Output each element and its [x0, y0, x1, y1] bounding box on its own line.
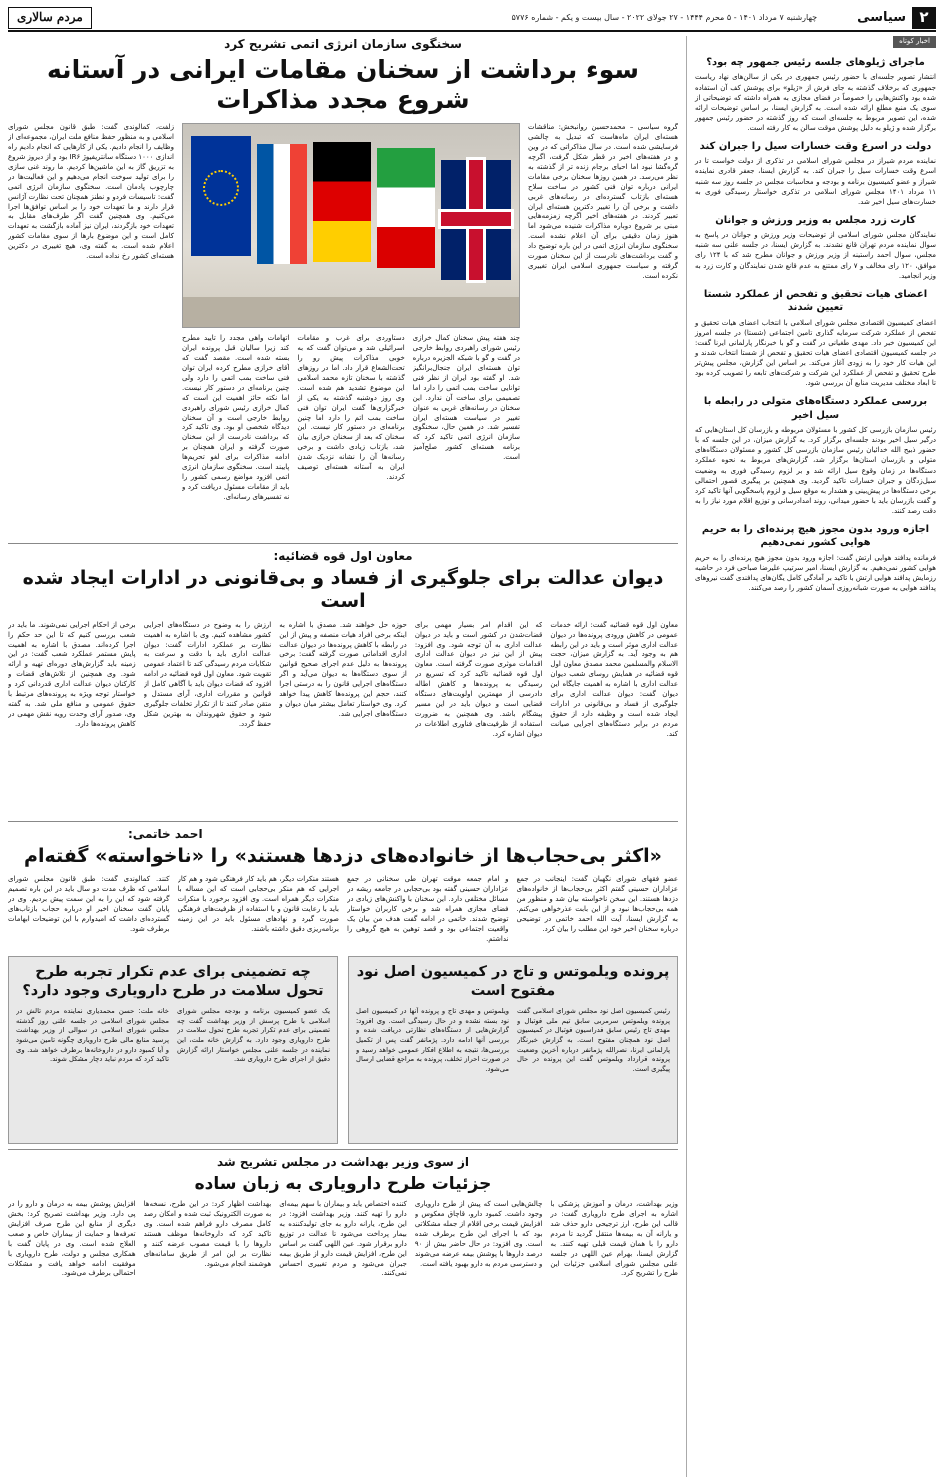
lead-center: [182, 123, 520, 538]
divider: [8, 821, 678, 822]
news-sidebar: [686, 36, 936, 1477]
side-story: [695, 288, 936, 389]
lead-sub-col: چند هفته پیش سخنان کمال خرازی رئیس شورای راهبردی روابط خارجی در گفت و گو با شبکه الجزیره درباره توان هسته‌ای ایران جنجال‌برانگیز شد. او گفته بود ایران از نظر فنی توانایی ساخت بمب اتمی را دارد اما تصمیمی برای ساخت آن ندارد. این سخنان در رسانه‌های غربی به عنوان تغییر در سیاست هسته‌ای ایران تفسیر شد. در همین حال، سخنگوی سازمان انرژی اتمی تاکید کرد که برنامه هسته‌ای کشور صلح‌آمیز است.: [412, 334, 520, 462]
text-column: یک عضو کمیسیون برنامه و بودجه مجلس شورای اسلامی با طرح پرسش از وزیر بهداشت گفت چه تضمینی برای عدم تکرار تجربه طرح تحول سلامت در طرح دارویاری وجود دارد. به گزارش خانه ملت، این نماینده در جلسه علنی مجلس خواستار ارائه گزارش دقیق از اجرای طرح دارویاری شد.: [177, 1007, 330, 1064]
khatami-story: [8, 826, 678, 953]
lead-story: [8, 36, 678, 538]
text-column: برخی از احکام اجرایی نمی‌شوند. ما باید در شعب بررسی کنیم که تا این حد حکم را اجرا کرده‌اند. مصدق با اشاره به اهمیت پایش مستمر عملکرد شعب گفت: در این زمینه باید گزارش‌های دوره‌ای تهیه و ارائه شود. وی همچنین از تلاش‌های قضات و کارکنان دیوان عدالت اداری قدردانی کرد و خواستار توجه ویژه به پرونده‌های مرتبط با حقوق عمومی و منافع ملی شد. به گفته وی، صدور آرای وحدت رویه نقش مهمی در کاهش پرونده‌ها دارد.: [8, 620, 136, 729]
judiciary-headline: دیوان عدالت برای جلوگیری از فساد و بی‌قانونی در ادارات ایجاد شده است: [22, 567, 664, 612]
side-body: نماینده مردم شیراز در مجلس شورای اسلامی در تذکری از دولت خواست تا در اسرع وقت خسارات سیل را جبران کند. به گزارش ایسنا، جعفر قادری نماینده شیراز و عضو کمیسیون برنامه و بودجه و محاسبات مجلس در جلسه روز سه شنبه ۱۱ مرداد ۱۴۰۱ مجلس شورای اسلامی در تذکری خواستار رسیدگی فوری به خسارت‌های سیل اخیر شد.: [695, 157, 936, 206]
side-story: [695, 395, 936, 516]
text-column: افزایش پوشش بیمه به درمان و دارو را در پی دارد. وزیر بهداشت تصریح کرد: بخش دیگری از منابع این طرح صرف افزایش تعرفه‌ها و حمایت از بیماران خاص و صعب العلاج شده است. وی در پایان گفت با همکاری مجلس و دولت، طرح دارویاری با موفقیت ادامه خواهد یافت و مشکلات احتمالی برطرف می‌شود.: [8, 1199, 136, 1278]
side-story: [695, 523, 936, 593]
side-headline: کارت زرد مجلس به وزیر ورزش و جوانان: [715, 214, 916, 226]
photo-table: [183, 297, 519, 327]
side-headline: دولت در اسرع وقت خسارات سیل را جبران کند: [699, 140, 932, 152]
khatami-columns: [8, 875, 678, 952]
uk-flag-icon: [441, 160, 511, 280]
divider: [8, 1149, 678, 1150]
daruyari-headline: چه تضمینی برای عدم تکرار تجربه طرح تحول سلامت در طرح دارویاری وجود دارد؟: [22, 964, 324, 1000]
lead-col-left: زلفت، کمالوندی گفت: طبق قانون مجلس شورای اسلامی و به منظور حفظ منافع ملت ایران، مجموعه‌ای از وظایف را انجام دادیم. یکی از کارهایی که انجام دادیم راه اندازی ۱۰۰۰ دستگاه سانتریفیوژ IR۶ بود و از دیروز شروع به تزریق گاز به این ماشین‌ها کردیم. ما روند غنی سازی را برای تولید سوخت انجام می‌دهیم و این فعالیت‌ها در چارچوب پادمان است. سخنگوی سازمان انرژی اتمی گفت: تاسیسات فردو و نطنز همچنان تحت نظارت آژانس قرار دارند و ما تعهدات خود را بر اساس توافق‌ها اجرا می‌کنیم. وی همچنین گفت اگر طرف‌های مقابل به تعهدات خود بازگردند، ایران نیز آماده بازگشت به تعهدات کامل است و این موضوع بارها از سوی مقامات کشور اعلام شده است. به گفته وی، هیچ تغییری در دکترین هسته‌ای کشور رخ نداده است.: [8, 123, 174, 261]
section-name: سیاسی: [857, 9, 906, 25]
side-story: [695, 140, 936, 207]
text-column: رئیس کمیسیون اصل نود مجلس شورای اسلامی گفت پرونده ویلموتس سرمربی سابق تیم ملی فوتبال و مهدی تاج رئیس سابق فدراسیون فوتبال در کمیسیون اصل نود همچنان مفتوح است. به گزارش خبرنگار پارلمانی ایرنا، نصرالله پژمانفر درباره آخرین وضعیت پرونده قرارداد ویلموتس گفت این پرونده در حال پیگیری است.: [517, 1007, 670, 1074]
text-column: عضو فقهای شورای نگهبان گفت: اینجانب در جمع عزاداران حسینی گفتم اکثر بی‌حجاب‌ها از خانواده‌های دزدها هستند. این سخن ناخواسته بیان شد و منظور من همه بی‌حجاب‌ها نبود و از این بابت عذرخواهی می‌کنم. به گزارش ایسنا، آیت الله احمد خاتمی در توضیحی درباره سخنان اخیر خود این مطلب را بیان کرد.: [516, 875, 678, 934]
text-column: ارزش را به وضوح در دستگاه‌های اجرایی کشور مشاهده کنیم. وی با اشاره به اهمیت نظارت بر عملکرد ادارات گفت: دیوان عدالت اداری باید با دقت و سرعت به شکایات مردم رسیدگی کند تا اعتماد عمومی تقویت شود. معاون اول قوه قضائیه در ادامه افزود که قضات دیوان باید با آگاهی کامل از قوانین و مقررات اداری، آرای مستدل و متقن صادر کنند تا از تکرار تخلفات جلوگیری شود و حقوق شهروندان به بهترین شکل حفظ گردد.: [143, 620, 272, 729]
text-column: بهداشت اظهار کرد: در این طرح، نسخه‌ها به صورت الکترونیک ثبت شده و امکان رصد کامل مصرف دارو فراهم شده است. وی تاکید کرد که داروخانه‌ها موظف هستند داروها را با قیمت مصوب عرضه کنند و نظارت بر این امر از طریق سامانه‌های هوشمند انجام می‌شود.: [143, 1199, 272, 1268]
side-body: اعضای کمیسیون اقتصادی مجلس شورای اسلامی با انتخاب اعضای هیات تحقیق و تفحص از عملکرد شرکت سرمایه گذاری تامین اجتماعی (شستا) در جلسه امروز این کمیسیون خبر داد. مهدی طغیانی در گفت و گو با خبرنگار پارلمانی ایرنا گفت: در جلسه کمیسیون اقتصادی اعضای هیات تحقیق و تفحص از شستا انتخاب شدند و این هیات کار خود را به زودی آغاز می‌کند. بر اساس این گزارش، مجلس پیش‌تر طرح تحقیق و تفحص از عملکرد این شرکت و شرکت‌های تابعه را تصویب کرده بود تا ابعاد مختلف مدیریت منابع آن بررسی شود.: [695, 318, 936, 388]
side-body: انتشار تصویر جلسه‌ای با حضور رئیس جمهوری در یکی از سالن‌های نهاد ریاست جمهوری که برخلاف گذشته به جای فرش از «ژیلو» برای پوشش کف آن استفاده شده بود واکنش‌هایی را خصوصاً در فضای مجازی به همراه داشته که توضیحاتی از سوی یک منبع مطلع ارائه شده است. به گزارش ایسنا، بر اساس توضیحات ارائه شده، این تصویر مربوط به جلسه‌ای است که روز گذشته در حضور رئیس جمهور برگزار شده و ژیلو به دلیل پوشش موقت سالن به کار رفته است.: [695, 73, 936, 132]
side-body: فرمانده پدافند هوایی ارتش گفت: اجازه ورود بدون مجوز هیچ پرنده‌ای را به حریم هوایی کشور نمی‌دهیم. به گزارش ایسنا، امیر سرتیپ علیرضا صباحی فرد در حاشیه رزمایش پدافند هوایی ارتش با تاکید بر آمادگی کامل یگان‌های پدافندی گفت نیروهای پدافند هوایی به صورت شبانه‌روزی آسمان کشور را رصد می‌کنند.: [695, 553, 936, 593]
judiciary-kicker: معاون اول قوه قضائیه:: [273, 549, 413, 564]
iran-flag-icon: [377, 148, 435, 268]
main-content: [8, 36, 678, 1477]
text-column: کنند. کمالوندی گفت: طبق قانون مجلس شورای اسلامی که ظرف مدت دو سال باید در این باره تصمیم گرفته شود که این را به این سمت پیش بردیم. وی در پایان گفت سخنان اخیر او درباره حجاب بازتاب‌های گسترده‌ای داشت که امیدوارم با این توضیحات ابهامات برطرف شود.: [8, 875, 170, 934]
lead-kicker: سخنگوی سازمان انرژی اتمی تشریح کرد: [224, 37, 462, 51]
text-column: چالش‌هایی است که پیش از طرح دارویاری وجود داشت. کمبود دارو، قاچاق معکوس و افزایش قیمت برخی اقلام از جمله مشکلاتی بود که با اجرای این طرح برطرف شده است. وی افزود: در حال حاضر بیش از ۹۰ درصد داروها با پوشش بیمه عرضه می‌شوند و دسترسی مردم به دارو بهبود یافته است.: [414, 1199, 543, 1268]
text-column: وزیر بهداشت، درمان و آموزش پزشکی با اشاره به اجرای طرح دارویاری گفت: در قالب این طرح، ارز ترجیحی دارو حذف شد و یارانه آن به بیمه‌ها منتقل گردید تا مردم دارو را با همان قیمت قبلی تهیه کنند. به گزارش ایسنا، بهرام عین اللهی در جلسه علنی مجلس شورای اسلامی جزئیات این طرح را تشریح کرد.: [550, 1199, 678, 1278]
boxed-stories: [8, 956, 678, 1144]
judiciary-columns: [8, 621, 678, 816]
khatami-kicker: احمد خاتمی:: [128, 826, 203, 841]
text-column: هستند منکرات دیگر، هم باید کار فرهنگی شود و هم کار اجرایی که هم منکر بی‌حجابی است که این مساله با منکرات دیگر همراه است. وی افزود برخورد با منکرات باید با رعایت قانون و با استفاده از ظرفیت‌های فرهنگی صورت گیرد و نهادهای مسئول باید در این زمینه برنامه‌ریزی دقیق داشته باشند.: [177, 875, 339, 934]
health-kicker: از سوی وزیر بهداشت در مجلس تشریح شد: [217, 1155, 469, 1170]
wilmots-headline: پرونده ویلموتس و تاج در کمیسیون اصل نود مفتوح است: [356, 964, 670, 1000]
section-badge: [857, 7, 936, 29]
daruyari-columns: [16, 1007, 330, 1117]
side-headline: ماجرای ژیلوهای جلسه رئیس جمهور چه بود؟: [706, 56, 925, 68]
lead-story-body: [8, 123, 678, 538]
health-columns: [8, 1200, 678, 1370]
wilmots-columns: [356, 1007, 670, 1117]
lead-headline: سوء برداشت از سخنان مقامات ایرانی در آستانه شروع مجدد مذاکرات: [47, 55, 639, 115]
text-column: ویلموتس و مهدی تاج و پرونده آنها در کمیسیون اصل نود بسته نشده و در حال رسیدگی است. وی افزود: گزارش‌هایی از دستگاه‌های نظارتی دریافت شده و بررسی آنها ادامه دارد. پژمانفر گفت پس از تکمیل بررسی‌ها، نتیجه به اطلاع افکار عمومی خواهد رسید و در صورت احراز تخلف، پرونده به مراجع قضایی ارسال می‌شود.: [356, 1007, 509, 1074]
text-column: که این اقدام امر بسیار مهمی برای قضات‌شدن در کشور است و باید در دیوان عدالت اداری به آن توجه شود. وی افزود: پیش از این نیز در دیوان عدالت اداری اقدامات موثری صورت گرفته است. معاون اول قوه قضائیه تاکید کرد که تسریع در رسیدگی به پرونده‌ها و کاهش اطاله دادرسی از مهمترین اولویت‌های دستگاه قضایی است و دیوان باید در این مسیر پیشگام باشد. وی همچنین به ضرورت استفاده از ظرفیت‌های فناوری اطلاعات در دیوان اشاره کرد.: [414, 620, 543, 738]
page-number: ۲: [912, 7, 936, 29]
germany-flag-icon: [313, 142, 371, 262]
side-headline: اجازه ورود بدون مجوز هیچ پرنده‌ای را به حریم هوایی کشور نمی‌دهیم: [701, 523, 930, 549]
eu-flag-icon: [191, 136, 251, 256]
lead-sub-col: اتهامات واهی مجدد را تایید مطرح کند زیرا سالیان قبل پرونده ایران بسته شده است. مقصد گفت که آقای خرازی مطرح کرده ایران توان فنی ساخت بمب اتمی را دارد ولی چنین برنامه‌ای در دستور کار نیست. اما نکته حائز اهمیت این است که کمال خرازی رئیس شورای راهبردی روابط خارجی است و آن سخنان دیدگاه شخصی او بود. وی تاکید کرد که برداشت نادرست از این سخنان صورت گرفته و ایران همچنان بر ادامه مذاکرات برای لغو تحریم‌ها پایبند است. سخنگوی سازمان انرژی اتمی افزود مواضع رسمی کشور را باید از مقامات مسئول دریافت کرد و نه تفسیرهای رسانه‌ای.: [182, 334, 290, 502]
side-body: رئیس سازمان بازرسی کل کشور با مسئولان مربوطه و بازرسان کل استان‌هایی که درگیر سیل اخیر بودند جلسه‌ای برگزار کرد. به گزارش میزان، در این جلسه که با حضور ذبیح الله خدائیان رئیس سازمان بازرسی کل کشور و مسئولان دستگاه‌های متولی و بازرسان استان‌ها برگزار شد، گزارش‌های مربوط به نحوه عملکرد دستگاه‌ها در زمان وقوع سیل ارائه شد و بر لزوم رسیدگی فوری به وضعیت سیل‌زدگان و جبران خسارات تاکید گردید. وی همچنین بر پیگیری قصور احتمالی برخی دستگاه‌ها در پیش‌بینی و هشدار به موقع سیل و لزوم پاسخگویی آنها تاکید کرد و گفت بازرسان باید با حضور میدانی، روند امدادرسانی و توزیع اقلام مورد نیاز را به دقت رصد کنند.: [695, 426, 936, 515]
side-headline: بررسی عملکرد دستگاه‌های متولی در رابطه با سیل اخیر: [703, 396, 928, 421]
text-column: معاون اول قوه قضائیه گفت: ارائه خدمات عمومی در کاهش ورودی پرونده‌ها در دیوان عدالت اداری موثر است و باید در این رابطه هم به وجود آید. به گزارش میزان، حجت الاسلام والمسلمین محمد مصدق معاون اول قوه قضائیه در همایش روسای شعب دیوان عدالت اداری با اشاره به اهمیت جایگاه این دیوان گفت: دیوان عدالت اداری برای جلوگیری از فساد و بی‌قانونی در ادارات ایجاد شده است و وظیفه دارد از حقوق مردم در برابر دستگاه‌های اجرایی صیانت کند.: [550, 620, 678, 738]
page-layout: [8, 36, 936, 1477]
text-column: خانه ملت: حسن محمدیاری نماینده مردم تالش در مجلس شورای اسلامی در جلسه علنی روز گذشته مجلس شورای اسلامی در سوالی از وزیر بهداشت پرسید منابع مالی طرح دارویاری چگونه تامین می‌شود و آیا کمبود دارو در داروخانه‌ها برطرف خواهد شد. وی تاکید کرد که مردم نباید دچار مشکل شوند.: [16, 1007, 169, 1064]
text-column: کننده اختصاص یابد و بیماران با سهم بیمه‌ای دارو را تهیه کنند. وزیر بهداشت افزود: در این طرح، یارانه دارو به جای تولیدکننده به بیمار پرداخت می‌شود تا عدالت در توزیع دارو برقرار شود. عین اللهی گفت بر اساس این طرح، افزایش قیمت دارو از طریق بیمه جبران می‌شود و مردم تغییری احساس نمی‌کنند.: [279, 1199, 407, 1278]
daruyari-box: [8, 956, 338, 1144]
judiciary-story: [8, 548, 678, 816]
side-story: [695, 214, 936, 281]
side-story: [695, 56, 936, 133]
health-headline: جزئیات طرح دارویاری به زبان ساده: [194, 1173, 492, 1194]
paper-logo: مردم سالاری: [8, 7, 92, 28]
masthead: [8, 6, 936, 32]
issue-line: چهارشنبه ۷ مرداد ۱۴۰۱ - ۵ محرم ۱۴۴۴ - ۲۷ جولای ۲۰۲۲ - سال بیست و یکم - شماره ۵۷۷۶: [511, 13, 818, 23]
side-body: نمایندگان مجلس شورای اسلامی از توضیحات وزیر ورزش و جوانان در پاسخ به سوال نماینده مردم تهران قانع نشدند. به گزارش ایسنا، در جلسه علنی سه شنبه مجلس، سوال احمد راستینه از وزیر ورزش و جوانان مطرح شد که با ۱۲۴ رای موافق، ۱۲۰ رای مخالف و ۷ رای ممتنع به عدم قانع شدن نمایندگان و کارت زرد به وزیر انجامید.: [695, 231, 936, 280]
lead-col-right: گروه سیاسی – محمدحسین روانبخش: مناقشات هسته‌ای ایران ماه‌هاست که تبدیل به چالشی فرسایشی شده است. در سال مذاکراتی که در وین و در هفته‌های اخیر در قطر شکل گرفت، اگرچه گره‌گشا نبود اما احیای برجام زنده تر از گذشته به نظر می‌رسد. در همین روزها سخنان برخی مقامات ایرانی درباره توان فنی کشور در ساخت سلاح هسته‌ای بازتاب گسترده‌ای در رسانه‌های غربی داشت و برخی آن را تغییر دکترین هسته‌ای ایران تعبیر کردند. در هفته‌های اخیر اگرچه زمزمه‌هایی مبنی بر شروع دوباره مذاکرات شنیده می‌شود اما هنوز زمان دقیقی برای آن اعلام نشده است. سخنگوی سازمان انرژی اتمی در این باره توضیح داد و گفت برداشت‌های نادرست از این سخنان صورت گرفته و سیاست جمهوری اسلامی ایران تغییری نکرده است.: [528, 123, 678, 281]
text-column: و امام جمعه موقت تهران طی سخنانی در جمع عزاداران حسینی گفته بود بی‌حجابی در جامعه ریشه در مسائل مختلفی دارد. این سخنان با واکنش‌های زیادی در فضای مجازی همراه شد و برخی کاربران خواستار توضیح شدند. خاتمی در ادامه گفت هدف من بیان یک واقعیت اجتماعی بود و قصد توهین به هیچ گروهی را نداشتم.: [347, 875, 509, 944]
wilmots-box: [348, 956, 678, 1144]
health-minister-story: [8, 1154, 678, 1369]
lead-sub-columns: [182, 334, 520, 538]
sidebar-tag: اخبار کوتاه: [893, 36, 936, 48]
divider: [8, 543, 678, 544]
lead-sub-col: دستاوردی برای غرب و مقامات اسرائیلی شد و می‌توان گفت که به خوبی مذاکرات پیش رو را تحت‌الشعاع قرار داد. اما در روزهای گذشته با سخنان تازه محمد اسلامی این موضوع تشدید هم شده است. وی روز دوشنبه گذشته به یکی از خبرگزاری‌ها گفت ایران توان فنی ساخت بمب اتم را دارد اما چنین برنامه‌ای در دستور کار نیست. این سخنان که بعد از سخنان خرازی بیان شد، بازتاب زیادی داشت و برخی رسانه‌ها آن را نشانه نزدیک شدن ایران به آستانه هسته‌ای توصیف کردند.: [297, 334, 405, 482]
france-flag-icon: [257, 144, 307, 264]
text-column: حوزه حل خواهند شد. مصدق با اشاره به اینکه برخی افراد هیات منصفه و پیش از این در رابطه با کاهش پرونده‌ها در دیوان عدالت اداری اقداماتی صورت گرفته گفت: برخی پرونده‌ها به دلیل عدم اجرای صحیح قوانین از سوی دستگاه‌ها به دیوان می‌آید و اگر دستگاه‌های اجرایی قانون را به درستی اجرا کنند، حجم این پرونده‌ها کاهش پیدا خواهد کرد. وی خواستار تعامل بیشتر میان دیوان و دستگاه‌های اجرایی شد.: [279, 620, 407, 719]
khatami-headline: «اکثر بی‌حجاب‌ها از خانواده‌های دزدها هستند» را «ناخواسته» گفته‌ام: [24, 844, 662, 867]
flags-photo: [182, 123, 520, 328]
side-headline: اعضای هیات تحقیق و تفحص از عملکرد شستا تعیین شدند: [703, 288, 928, 314]
